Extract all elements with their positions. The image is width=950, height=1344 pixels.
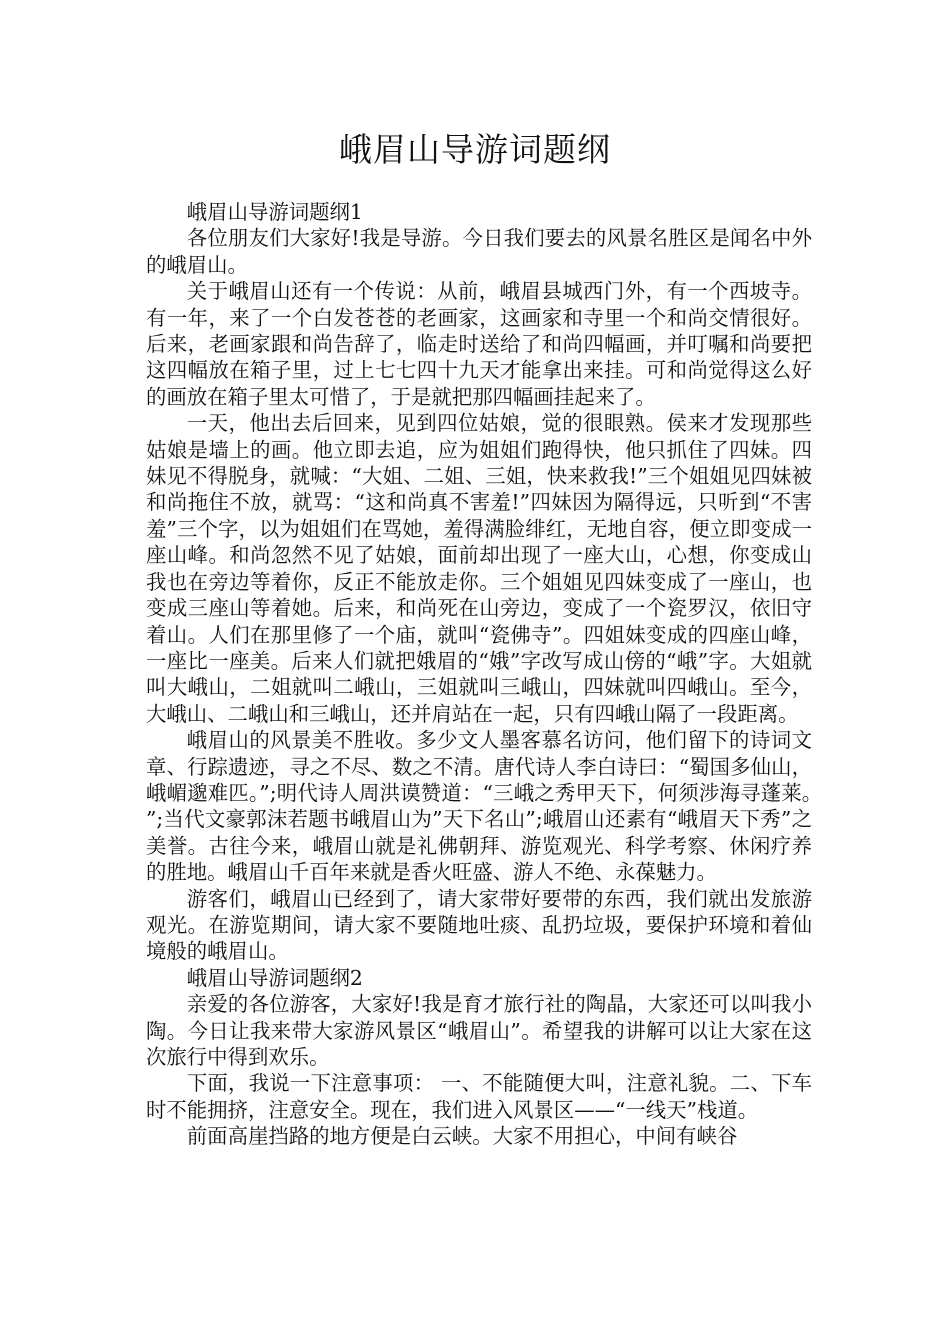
- paragraph: 各位朋友们大家好!我是导游。今日我们要去的风景名胜区是闻名中外的峨眉山。: [146, 226, 812, 277]
- section-heading-1: 峨眉山导游词题纲1: [186, 200, 363, 224]
- paragraph: 关于峨眉山还有一个传说：从前，峨眉县城西门外，有一个西坡寺。有一年，来了一个白发苍苍的老画家，这画家和寺里一个和尚交情很好。后来，老画家跟和尚告辞了，临走时送给了和尚四幅画，并叮嘱和尚要把这四幅放在箱子里，过上七七四十九天才能拿出来挂。可和尚觉得这么好的画放在箱子里太可惜了，于是就把那四幅画挂起来了。: [146, 279, 812, 409]
- paragraph: 前面高崖挡路的地方便是白云峡。大家不用担心，中间有峡谷: [186, 1124, 738, 1149]
- document-title: 峨眉山导游词题纲: [339, 130, 611, 169]
- paragraph: 一天，他出去后回来，见到四位姑娘，觉的很眼熟。侯来才发现那些姑娘是墙上的画。他立即去追，应为姐姐们跑得快，他只抓住了四妹。四妹见不得脱身，就喊：“大姐、二姐、三姐，快来救我!”三个姐姐见四妹被和尚拖住不放，就骂：“这和尚真不害羞!”四妹因为隔得远，只听到“不害羞”三个字，以为姐姐们在骂她，羞得满脸绯红，无地自容，便立即变成一座山峰。和尚忽然不见了姑娘，面前却出现了一座大山，心想，你变成山我也在旁边等着你，反正不能放走你。三个姐姐见四妹变成了一座山，也变成三座山等着她。后来，和尚死在山旁边，变成了一个瓷罗汉，依旧守着山。人们在那里修了一个庙，就叫“瓷佛寺”。四姐妹变成的四座山峰，一座比一座美。后来人们就把娥眉的“娥”字改写成山傍的“峨”字。大姐就叫大峨山，二姐就叫二峨山，三姐就叫三峨山，四妹就叫四峨山。至今，大峨山、二峨山和三峨山，还并肩站在一起，只有四峨山隔了一段距离。: [146, 411, 812, 726]
- paragraph: 峨眉山的风景美不胜收。多少文人墨客慕名访问，他们留下的诗词文章、行踪遗迹，寻之不尽、数之不清。唐代诗人李白诗曰：“蜀国多仙山，峨嵋邈难匹。”;明代诗人周洪谟赞道：“三峨之秀甲天下，何须涉海寻蓬莱。”;当代文豪郭沫若题书峨眉山为”天下名山”;峨眉山还素有“峨眉天下秀”之美誉。古往今来，峨眉山就是礼佛朝拜、游览观光、科学考察、休闲疗养的胜地。峨眉山千百年来就是香火旺盛、游人不绝、永葆魅力。: [146, 728, 812, 885]
- section-heading-2: 峨眉山导游词题纲2: [186, 965, 363, 990]
- paragraph: 亲爱的各位游客，大家好!我是育才旅行社的陶晶，大家还可以叫我小陶。今日让我来带大家游风景区“峨眉山”。希望我的讲解可以让大家在这次旅行中得到欢乐。: [146, 992, 812, 1069]
- paragraph: 游客们，峨眉山已经到了，请大家带好要带的东西，我们就出发旅游观光。在游览期间，请大家不要随地吐痰、乱扔垃圾，要保护环境和着仙境般的峨眉山。: [146, 886, 812, 964]
- document-body: [146, 199, 812, 1150]
- paragraph: 下面，我说一下注意事项： 一、不能随便大叫，注意礼貌。二、下车时不能拥挤，注意安全。现在，我们进入风景区——“一线天”栈道。: [146, 1071, 812, 1122]
